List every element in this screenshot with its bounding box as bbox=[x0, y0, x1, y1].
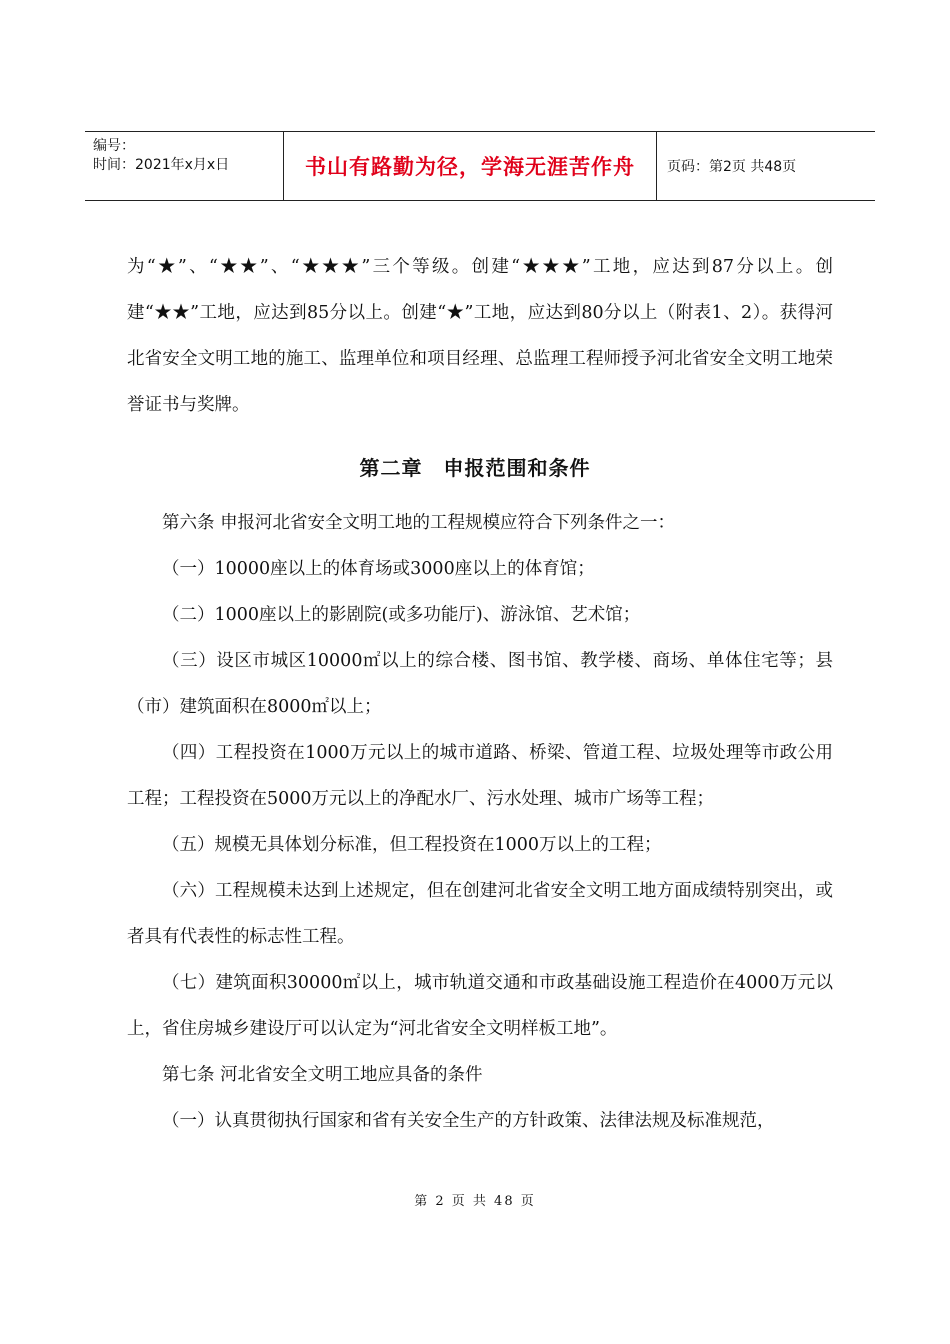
header-motto-cell bbox=[284, 132, 657, 200]
paragraph: （二）1000座以上的影剧院(或多功能厅)、游泳馆、艺术馆； bbox=[162, 605, 641, 625]
page-footer: 第 2 页 共 48 页 bbox=[414, 1194, 536, 1209]
paragraph: （一）认真贯彻执行国家和省有关安全生产的方针政策、法律法规及标准规范， bbox=[162, 1111, 775, 1131]
paragraph: 为“★”、“★★”、“★★★”三个等级。创建“★★★”工地，应达到87分以上。创建“★★”工地，应达到85分以上。创建“★”工地，应达到80分以上（附表1、2）。获得河北省安全文明工地的施工、监理单位和项目经理、总监理工程师授予河北省安全文明工地荣誉证书与奖牌。 bbox=[127, 257, 833, 415]
chapter-title: 第二章 申报范围和条件 bbox=[359, 456, 591, 480]
article-6-heading: 第六条 申报河北省安全文明工地的工程规模应符合下列条件之一： bbox=[162, 513, 676, 533]
header-motto: 书山有路勤为径，学海无涯苦作舟 bbox=[305, 155, 635, 179]
header-page-cell bbox=[657, 132, 875, 200]
paragraph: （五）规模无具体划分标准，但工程投资在1000万以上的工程； bbox=[162, 835, 662, 855]
header-page-info: 页码：第2页 共48页 bbox=[667, 159, 797, 175]
paragraph: （四）工程投资在1000万元以上的城市道路、桥梁、管道工程、垃圾处理等市政公用工程；工程投资在5000万元以上的净配水厂、污水处理、城市广场等工程； bbox=[127, 743, 833, 809]
paragraph: （三）设区市城区10000㎡以上的综合楼、图书馆、教学楼、商场、单体住宅等；县（市）建筑面积在8000㎡以上； bbox=[127, 651, 833, 717]
paragraph: （六）工程规模未达到上述规定，但在创建河北省安全文明工地方面成绩特别突出，或者具有代表性的标志性工程。 bbox=[127, 881, 833, 947]
paragraph-block-main bbox=[127, 500, 833, 1144]
document-header bbox=[85, 131, 875, 201]
document-number: 编号： bbox=[93, 138, 135, 154]
header-meta-cell bbox=[85, 132, 284, 200]
document-time: 时间：2021年x月x日 bbox=[93, 157, 230, 173]
paragraph-block-top bbox=[127, 244, 833, 428]
paragraph: （一）10000座以上的体育场或3000座以上的体育馆； bbox=[162, 559, 595, 579]
article-7-heading: 第七条 河北省安全文明工地应具备的条件 bbox=[162, 1065, 483, 1085]
paragraph: （七）建筑面积30000㎡以上，城市轨道交通和市政基础设施工程造价在4000万元以上，省住房城乡建设厅可以认定为“河北省安全文明样板工地”。 bbox=[127, 973, 833, 1039]
